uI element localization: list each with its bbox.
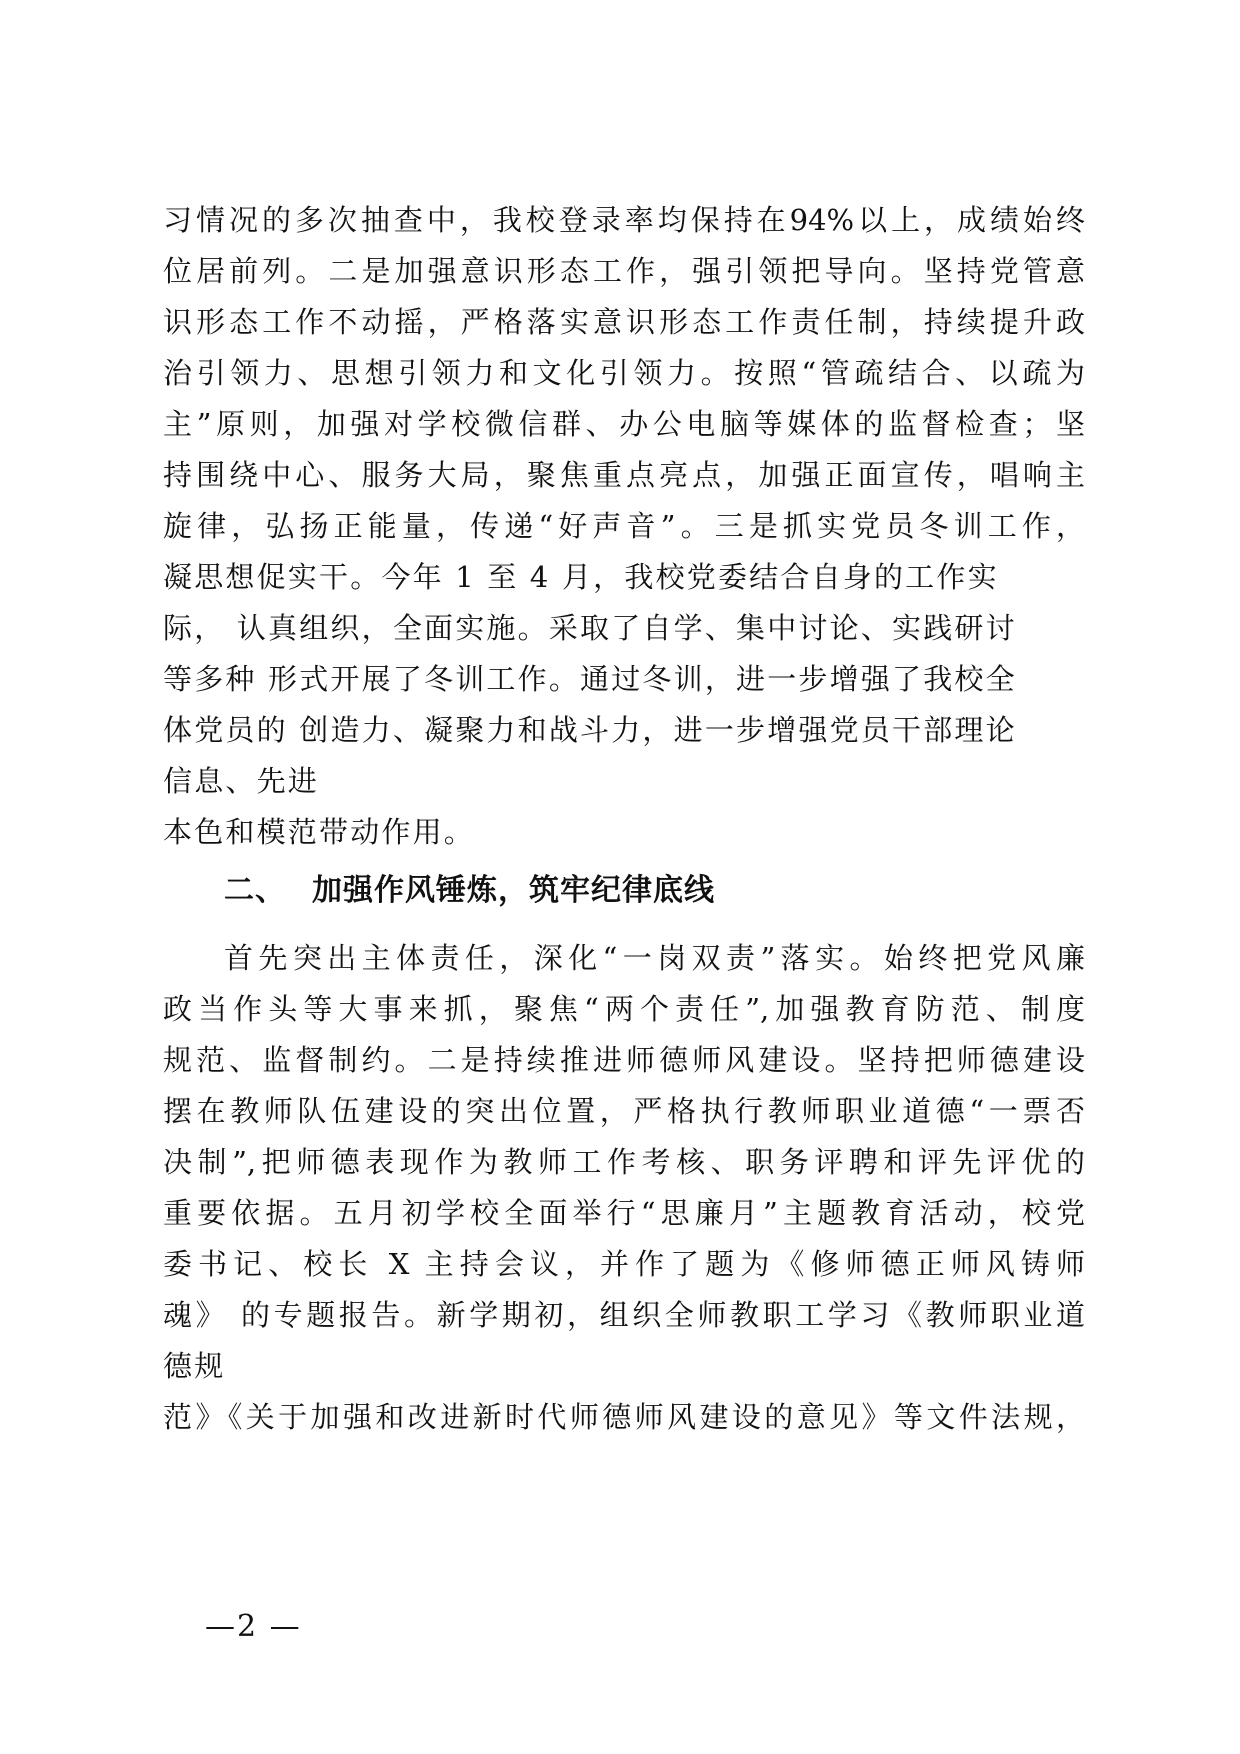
paragraph-line: 凝思想促实干。今年 1 至 4 月，我校党委结合自身的工作实: [163, 560, 999, 594]
paragraph-line: 等多种 形式开展了冬训工作。通过冬训，进一步增强了我校全: [163, 662, 1017, 696]
paragraph-line: 治引领力、思想引领力和文化引领力。按照“管疏结合、以疏为: [163, 356, 1085, 390]
page-number: —2 —: [205, 1609, 302, 1644]
paragraph-line: 主”原则，加强对学校微信群、办公电脑等媒体的监督检查；坚: [163, 407, 1085, 441]
paragraph-line: 识形态工作不动摇，严格落实意识形态工作责任制，持续提升政: [163, 305, 1085, 339]
paragraph-line: 体党员的 创造力、凝聚力和战斗力，进一步增强党员干部理论: [163, 713, 1017, 747]
paragraph-line: 际， 认真组织，全面实施。采取了自学、集中讨论、实践研讨: [163, 611, 1017, 645]
paragraph-line: 德规: [163, 1349, 226, 1383]
paragraph-line: 决制”,把师德表现作为教师工作考核、职务评聘和评先评优的: [163, 1145, 1085, 1179]
section-title: 加强作风锤炼，筑牢纪律底线: [312, 873, 715, 908]
paragraph-line: 重要依据。五月初学校全面举行“思廉月”主题教育活动，校党: [163, 1196, 1085, 1230]
paragraph-line: 政当作头等大事来抓，聚焦“两个责任”,加强教育防范、制度: [163, 992, 1085, 1026]
paragraph-line: 规范、监督制约。二是持续推进师德师风建设。坚持把师德建设: [163, 1043, 1085, 1077]
paragraph-line: 摆在教师队伍建设的突出位置，严格执行教师职业道德“一票否: [163, 1094, 1085, 1128]
paragraph-line: 习情况的多次抽查中，我校登录率均保持在94%以上，成绩始终: [163, 203, 1085, 237]
section-heading: [224, 871, 715, 911]
paragraph-line: 持围绕中心、服务大局，聚焦重点亮点，加强正面宣传，唱响主: [163, 458, 1085, 492]
paragraph-line: 位居前列。二是加强意识形态工作，强引领把导向。坚持党管意: [163, 254, 1085, 288]
paragraph-line: 信息、先进: [163, 764, 320, 798]
paragraph-line: 旋律，弘扬正能量，传递“好声音”。三是抓实党员冬训工作，: [163, 509, 1085, 543]
paragraph-line: 范》《关于加强和改进新时代师德师风建设的意见》等文件法规，: [163, 1400, 1085, 1434]
paragraph-line: 本色和模范带动作用。: [163, 815, 476, 849]
paragraph-line: 魂》 的专题报告。新学期初，组织全师教职工学习《教师职业道: [163, 1298, 1085, 1332]
section-number: 二、: [224, 873, 286, 908]
paragraph-line: 首先突出主体责任，深化“一岗双责”落实。始终把党风廉: [224, 941, 1085, 975]
paragraph-line: 委书记、校长 X 主持会议，并作了题为《修师德正师风铸师: [163, 1247, 1085, 1281]
